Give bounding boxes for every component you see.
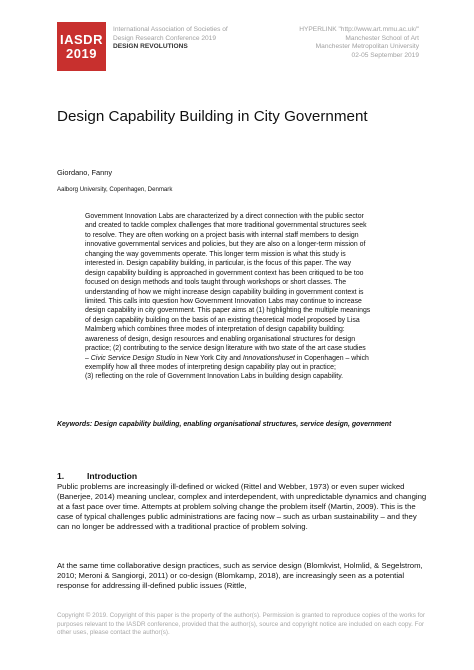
abstract-line: Government Innovation Labs are characterized by a direct connection with the public sector	[85, 213, 364, 220]
abstract-line: innovative governmental services and policies, but they are also on a longer-term mission of	[85, 241, 366, 249]
abstract-line: interested in. Design capability building, in particular, is the focus of this paper. The way	[85, 260, 352, 268]
paper-affiliation: Aalborg University, Copenhagen, Denmark	[57, 186, 173, 193]
section-title: Introduction	[87, 471, 138, 481]
abstract-line: changing the way governments operate. This longer term mission is what this study is	[85, 250, 346, 258]
intro-paragraph-1: Public problems are increasingly ill-defined or wicked (Rittel and Webber, 1973) or even super wicked (Banerjee, 2014) meaning unclear, complex and interdependent, with unpredictable dynamics and changing at a fast pace over time. Attempts at problem solving change the problem itself (Martin, 2009). This is the case of typical challenges public administrations are facing now – such as urban sustainability – and they can no longer be addressed with a traditional practice of problem solving.	[57, 482, 427, 532]
venue-hyperlink[interactable]: HYPERLINK "http://www.art.mmu.ac.uk/"	[299, 26, 419, 33]
copyright-footer: Copyright © 2019. Copyright of this paper is the property of the author(s). Permission is granted to reproduce copies of the works for purposes relevant to the IASDR conference, provided that the author(s), source and copyright notice are included on each copy. For other uses, please contact the author(s).	[57, 612, 425, 637]
abstract-line: design capability building is approached in government context has been critiqued to be too	[85, 269, 364, 277]
abstract-line: focused on design methods and tools taught through workshops or short classes. The	[85, 279, 347, 287]
venue-info	[219, 26, 419, 60]
conference-line-1: International Association of Societies of	[113, 26, 228, 33]
conference-line-2: Design Research Conference 2019	[113, 34, 216, 42]
abstract-line: to resolve. They are often working on a project basis with internal staff members to design	[85, 231, 359, 239]
abstract-line: limited. This calls into question how Government Innovation Labs may continue to increase	[85, 297, 362, 305]
case-study-innovationshuset: Innovationshuset	[242, 354, 295, 362]
section-number: 1.	[57, 471, 65, 481]
abstract-line: and created to tackle complex challenges that more traditional governmental structures seek	[85, 222, 367, 230]
venue-university: Manchester Metropolitan University	[315, 43, 419, 51]
logo-line-2: 2019	[66, 45, 97, 61]
intro-paragraph-2: At the same time collaborative design practices, such as service design (Blomkvist, Holmlid, & Segelstrom, 2010; Meroni & Sangiorgi, 2011) or co-design (Blomkamp, 2018), are increasingly seen as a potential response for addressing ill-defined public issues (Rittle,	[57, 561, 423, 591]
iasdr-logo	[57, 22, 106, 71]
section-heading	[57, 471, 137, 481]
abstract-line: design capability in city government. This paper aims at (1) highlighting the multiple meanings	[85, 307, 371, 315]
abstract-text: in Copenhagen – which	[294, 354, 369, 362]
logo-line-1: IASDR	[60, 31, 103, 47]
abstract-line: awareness of design, design resources and enabling organisational structures for design	[85, 335, 356, 343]
abstract-line: (3) reflecting on the role of Government Innovation Labs in building design capability.	[85, 373, 344, 381]
case-study-civic-service-design-studio: Civic Service Design Studio	[90, 354, 176, 362]
abstract-line-case-studies	[85, 354, 423, 363]
conference-theme: DESIGN REVOLUTIONS	[113, 43, 188, 51]
paper-author: Giordano, Fanny	[57, 168, 113, 177]
abstract-line: practice; (2) contributing to the service design literature with two state of the art case studies	[85, 345, 366, 353]
paper-title: Design Capability Building in City Government	[57, 108, 368, 125]
abstract-text: in New York City and	[175, 354, 243, 362]
venue-dates: 02-05 September 2019	[351, 51, 419, 59]
abstract-line: of design capability building on the basis of an existing theoretical model proposed by Lisa	[85, 316, 360, 324]
abstract	[85, 212, 423, 382]
venue-school: Manchester School of Art	[345, 34, 419, 42]
abstract-line: exemplify how all three modes of interpreting design capability play out in practice;	[85, 364, 336, 371]
abstract-line: understanding of how we might increase design capability building in government context is	[85, 288, 364, 296]
keywords: Keywords: Design capability building, enabling organisational structures, service design, government	[57, 421, 392, 428]
abstract-line: Malmberg which combines three modes of interpretation of design capability building:	[85, 326, 345, 334]
abstract-dash: –	[85, 354, 91, 362]
